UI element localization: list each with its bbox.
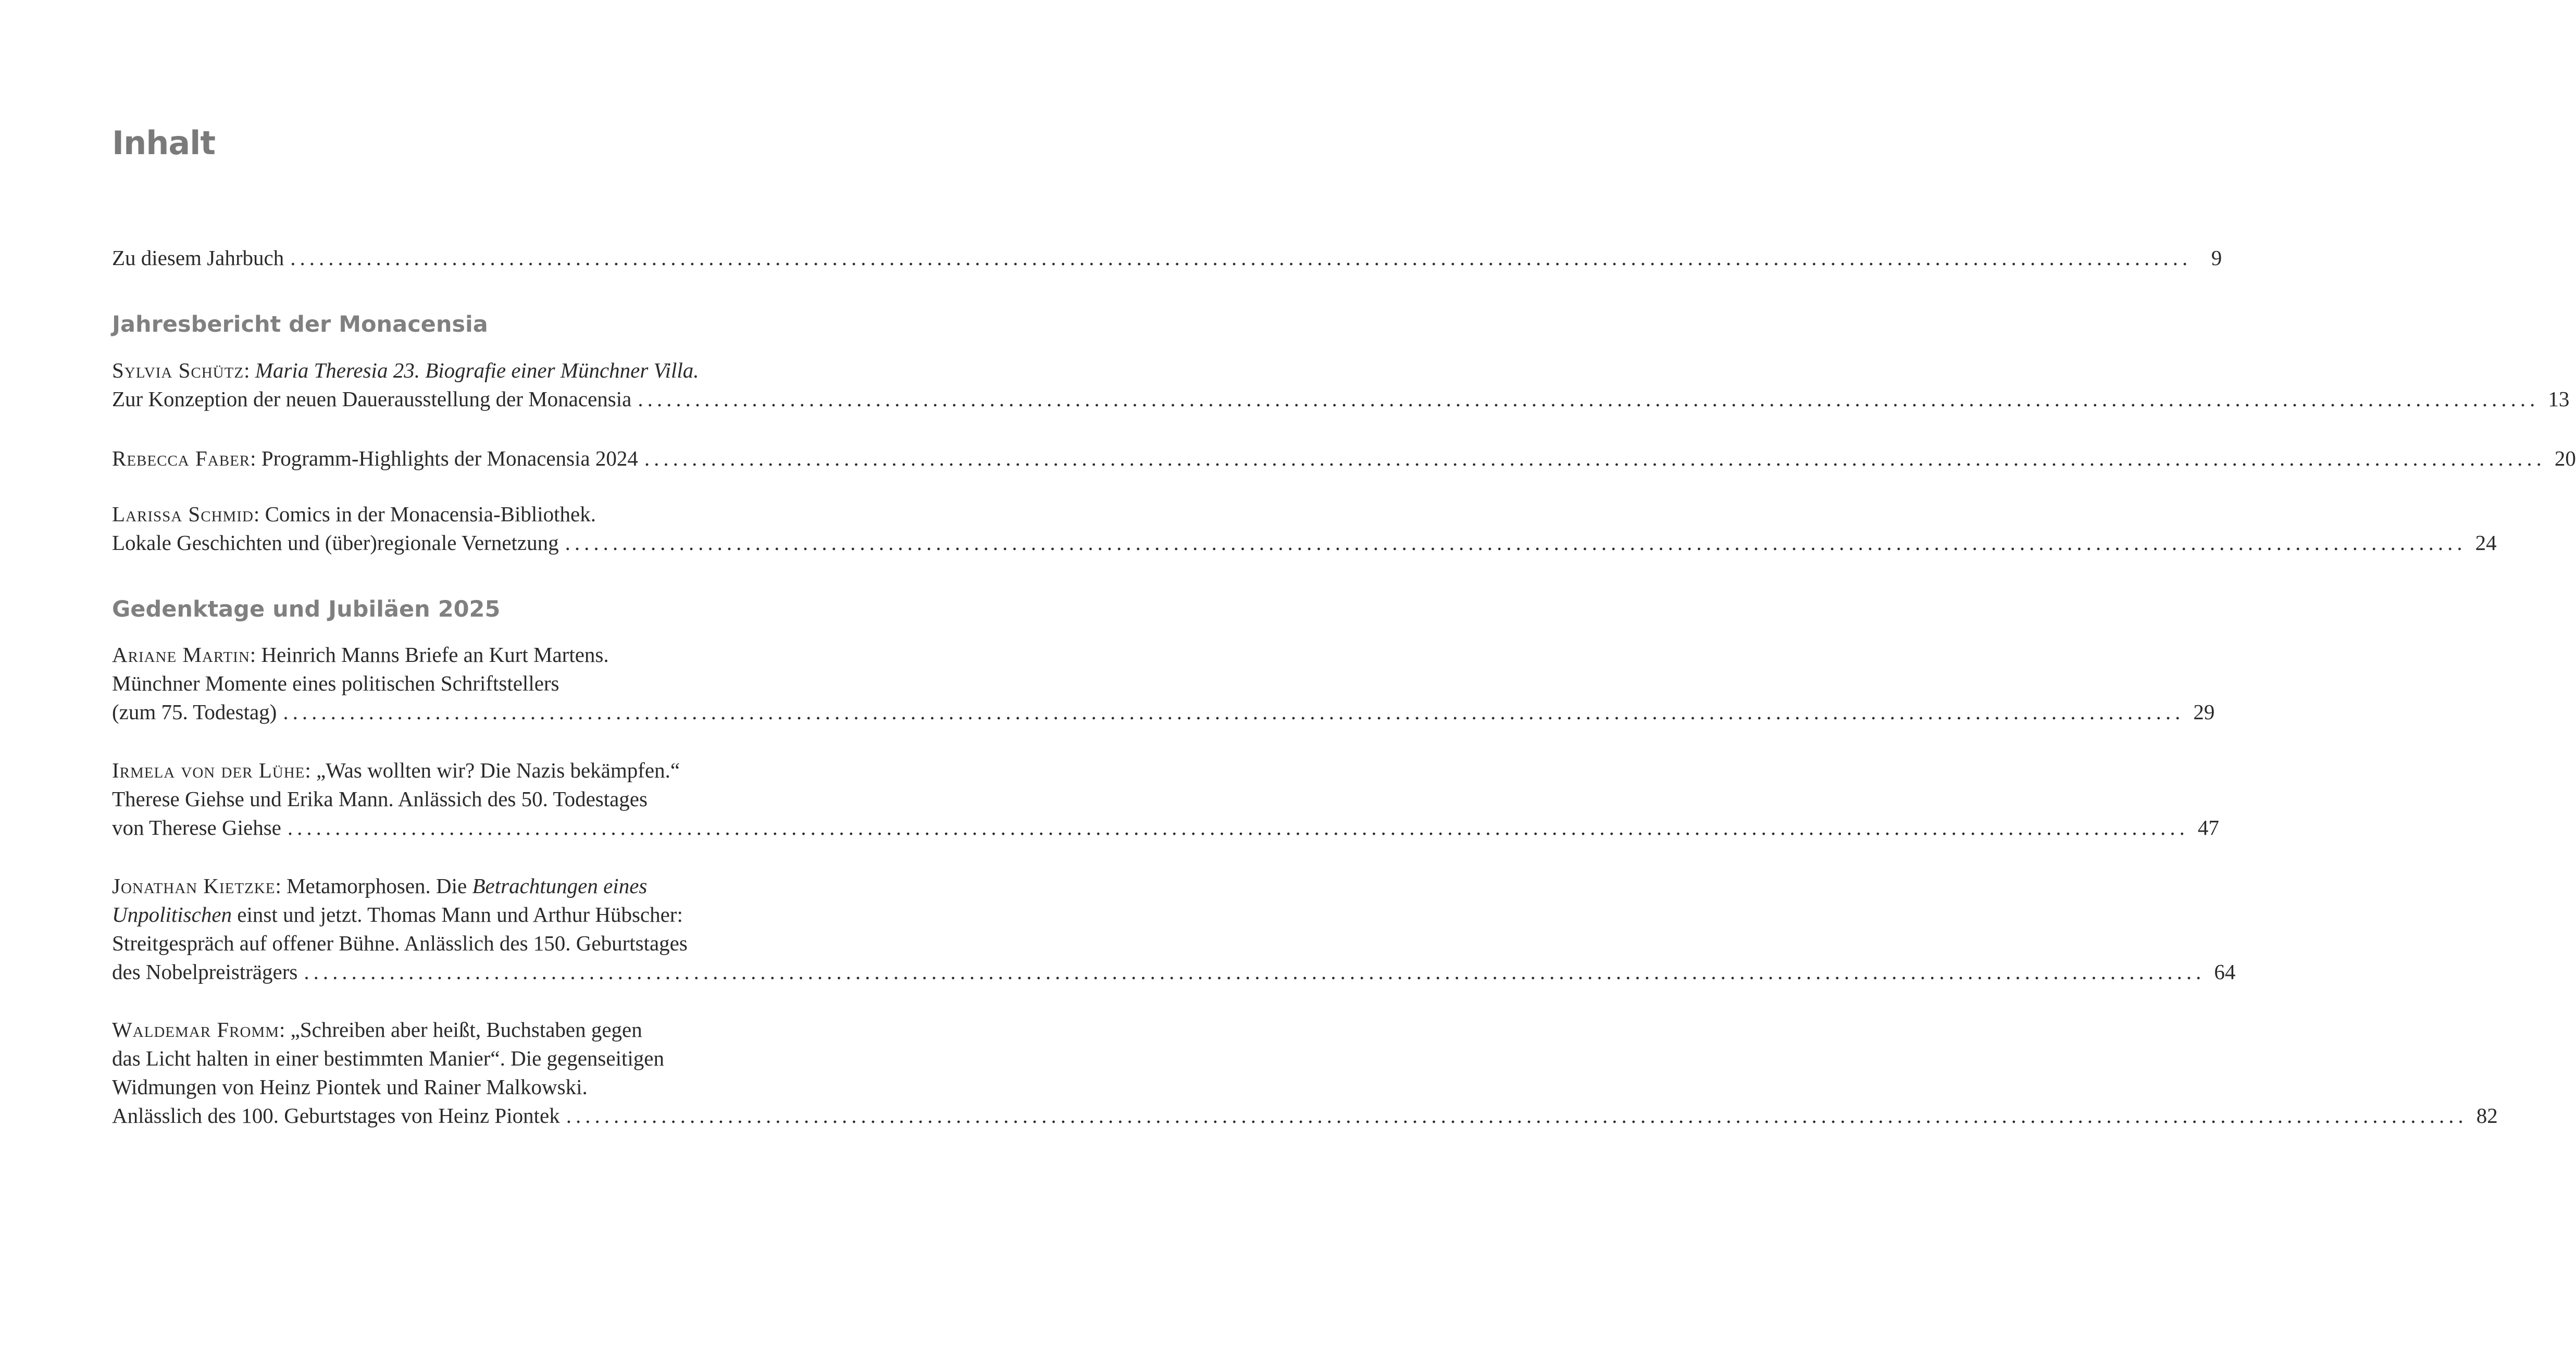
entry-author: Sylvia Schütz: [112, 358, 244, 382]
toc-line: [112, 356, 784, 385]
entry-author: Rebecca Faber: [112, 446, 251, 470]
author-separator: :: [275, 874, 287, 898]
toc-line: [112, 929, 784, 958]
toc-entry-martin[interactable]: [112, 641, 2215, 726]
entry-title: Heinrich Manns Briefe an Kurt Martens.: [261, 643, 609, 667]
toc-line: [112, 756, 784, 785]
toc-line: [112, 872, 784, 900]
toc-line: [112, 1044, 784, 1073]
entry-title: Zu diesem Jahrbuch: [112, 246, 284, 270]
toc-entry-luehe[interactable]: [112, 756, 2219, 842]
author-separator: :: [305, 758, 317, 782]
entry-subtitle: von Therese Giehse: [112, 816, 281, 840]
toc-line: [112, 444, 2576, 473]
toc-line: [112, 669, 784, 698]
entry-title: „Was wollten wir? Die Nazis bekämpfen.“: [316, 758, 680, 782]
entry-subtitle: (zum 75. Todestag): [112, 700, 277, 724]
author-separator: :: [279, 1018, 291, 1042]
toc-line: [112, 1016, 784, 1044]
toc-entry-fromm[interactable]: [112, 1016, 2498, 1130]
section-heading-gedenktage: Gedenktage und Jubiläen 2025: [112, 596, 501, 622]
entry-author: Irmela von der Lühe: [112, 758, 305, 782]
entry-author: Jonathan Kietzke: [112, 874, 276, 898]
author-separator: :: [250, 446, 262, 470]
toc-entry-schmid[interactable]: [112, 500, 2497, 557]
toc-entry-intro[interactable]: [112, 244, 2222, 272]
author-separator: :: [250, 643, 262, 667]
entry-author: Waldemar Fromm: [112, 1018, 279, 1042]
toc-line: [112, 385, 2570, 414]
entry-title-italic: Unpolitischen: [112, 903, 232, 926]
page-title: Inhalt: [112, 124, 216, 162]
toc-entry-faber[interactable]: [112, 444, 2576, 473]
toc-line: [112, 785, 784, 813]
entry-subtitle: Widmungen von Heinz Piontek und Rainer Malkowski.: [112, 1075, 588, 1099]
dot-leader: ........................................................................................................................................................................................................: [644, 446, 2546, 470]
toc-line: [112, 641, 784, 669]
entry-title: Comics in der Monacensia-Bibliothek.: [265, 502, 596, 526]
section-heading-jahresbericht: Jahresbericht der Monacensia: [112, 311, 488, 337]
entry-subtitle: Therese Giehse und Erika Mann. Anlässich des 50. Todestages: [112, 787, 648, 811]
author-separator: :: [244, 358, 255, 382]
toc-line: [112, 1073, 784, 1101]
dot-leader: ........................................................................................................................................................................................................: [638, 387, 2540, 411]
toc-line: [112, 698, 2215, 726]
entry-subtitle: das Licht halten in einer bestimmten Manier“. Die gegenseitigen: [112, 1046, 664, 1070]
page-number: 47: [2197, 816, 2219, 840]
toc-line: [112, 500, 784, 529]
entry-subtitle: Münchner Momente eines politischen Schriftstellers: [112, 671, 559, 695]
page-number: 64: [2214, 960, 2236, 984]
entry-title-italic: Maria Theresia 23. Biografie einer Münchner Villa.: [255, 358, 699, 382]
entry-title: Metamorphosen. Die: [287, 874, 472, 898]
page-number: 9: [2211, 246, 2222, 270]
toc-line: [112, 958, 2236, 986]
page-number: 20: [2554, 446, 2576, 470]
toc-line: [112, 244, 2222, 272]
dot-leader: ........................................................................................................................................................................................................: [566, 1104, 2468, 1128]
entry-author: Ariane Martin: [112, 643, 250, 667]
toc-entry-schuetz[interactable]: [112, 356, 2570, 414]
toc-line: [112, 1101, 2498, 1130]
dot-leader: ........................................................................................................................................................................................................: [304, 960, 2206, 984]
page-number: 13: [2548, 387, 2570, 411]
page-number: 29: [2193, 700, 2215, 724]
entry-subtitle: einst und jetzt. Thomas Mann und Arthur Hübscher:: [232, 903, 683, 926]
dot-leader: ........................................................................................................................................................................................................: [290, 246, 2192, 270]
entry-subtitle: des Nobelpreisträgers: [112, 960, 298, 984]
entry-subtitle: Streitgespräch auf offener Bühne. Anlässlich des 150. Geburtstages: [112, 931, 688, 955]
dot-leader: ........................................................................................................................................................................................................: [565, 531, 2467, 555]
toc-line: [112, 529, 2497, 557]
entry-subtitle: Lokale Geschichten und (über)regionale Vernetzung: [112, 531, 559, 555]
entry-title: Programm-Highlights der Monacensia 2024: [261, 446, 638, 470]
entry-author: Larissa Schmid: [112, 502, 254, 526]
entry-subtitle: Zur Konzeption der neuen Dauerausstellung der Monacensia: [112, 387, 632, 411]
toc-line: [112, 813, 2219, 842]
entry-title: „Schreiben aber heißt, Buchstaben gegen: [290, 1018, 642, 1042]
page-number: 24: [2475, 531, 2497, 555]
dot-leader: ........................................................................................................................................................................................................: [283, 700, 2185, 724]
author-separator: :: [253, 502, 265, 526]
toc-entry-kietzke[interactable]: [112, 872, 2236, 986]
page-number: 82: [2476, 1104, 2498, 1128]
toc-line: [112, 900, 784, 929]
entry-title-italic: Betrachtungen eines: [472, 874, 648, 898]
dot-leader: ........................................................................................................................................................................................................: [287, 816, 2189, 840]
entry-subtitle: Anlässlich des 100. Geburtstages von Heinz Piontek: [112, 1104, 560, 1128]
